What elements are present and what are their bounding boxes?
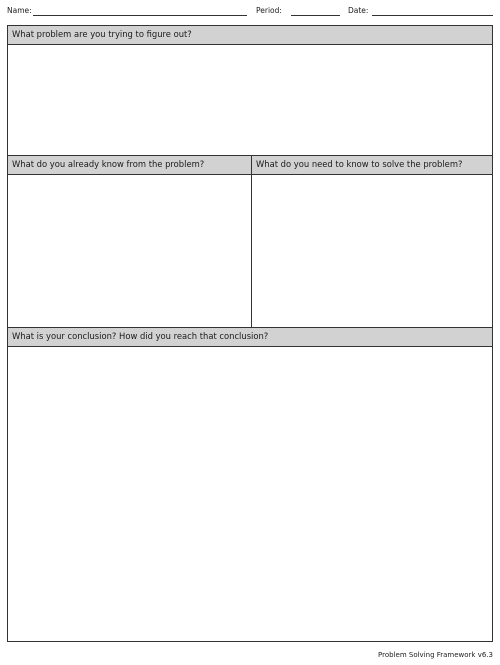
period-line[interactable] [291,15,340,16]
conclusion-section [8,328,492,641]
conclusion-answer-area[interactable] [8,347,492,641]
period-label: Period: [256,6,282,15]
date-label: Date: [348,6,369,15]
name-label: Name: [7,6,32,15]
framework-sheet [7,25,493,642]
problem-section [8,26,492,156]
student-info-row [7,4,493,18]
period-field[interactable] [256,4,341,18]
name-line[interactable] [33,15,247,16]
known-answer-area[interactable] [8,175,251,328]
name-field[interactable] [7,4,247,18]
need-question: What do you need to know to solve the problem? [252,156,492,175]
date-field[interactable] [348,4,493,18]
date-line[interactable] [372,15,493,16]
problem-answer-area[interactable] [8,45,492,156]
known-section [8,156,251,328]
need-answer-area[interactable] [252,175,492,328]
known-question: What do you already know from the problem? [8,156,251,175]
conclusion-question: What is your conclusion? How did you reach that conclusion? [8,328,492,347]
version-label: Problem Solving Framework v6.3 [378,651,493,659]
problem-question: What problem are you trying to figure out? [8,26,492,45]
need-section [252,156,492,328]
